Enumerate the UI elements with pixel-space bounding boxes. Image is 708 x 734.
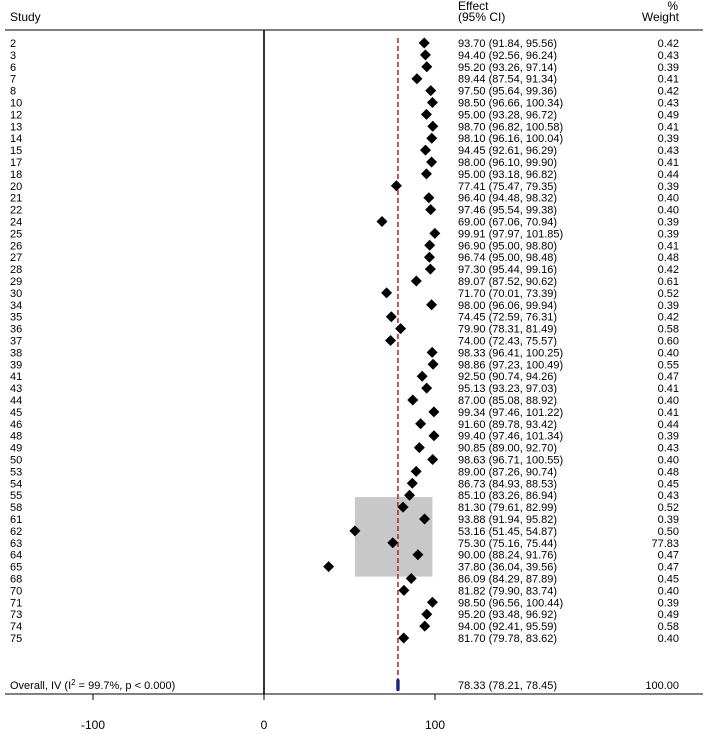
study-row-6	[10, 61, 679, 74]
study-label: 50	[10, 454, 23, 467]
ci-text: 93.88 (91.94, 95.82)	[458, 514, 558, 526]
effect-marker	[414, 442, 425, 453]
effect-marker	[398, 585, 409, 596]
ci-text: 90.85 (89.00, 92.70)	[458, 442, 558, 455]
study-label: 7	[10, 73, 17, 86]
effect-marker	[421, 61, 432, 72]
effect-marker	[426, 299, 437, 310]
study-label: 34	[10, 299, 23, 312]
study-row-29	[10, 276, 679, 289]
weight-text: 0.39	[657, 597, 679, 610]
weight-text: 0.44	[657, 168, 679, 181]
ci-text: 87.00 (85.08, 88.92)	[458, 395, 558, 407]
study-row-20	[10, 180, 679, 193]
effect-marker	[391, 180, 402, 191]
study-label: 17	[10, 157, 23, 169]
effect-marker	[419, 38, 430, 49]
effect-marker	[421, 168, 432, 179]
study-row-41	[10, 371, 679, 384]
effect-marker	[407, 478, 418, 489]
weight-text: 0.43	[657, 145, 679, 158]
effect-marker	[417, 371, 428, 382]
effect-marker	[428, 430, 439, 441]
study-label: 20	[10, 180, 23, 193]
effect-marker	[425, 264, 436, 275]
weight-text: 0.39	[657, 514, 679, 526]
study-row-45	[10, 406, 679, 419]
weight-text: 0.41	[657, 383, 679, 396]
ci-text: 95.00 (93.18, 96.82)	[458, 168, 558, 181]
effect-marker	[425, 85, 436, 96]
study-row-61	[10, 514, 679, 527]
effect-marker	[411, 276, 422, 287]
study-label: 36	[10, 323, 23, 336]
study-row-21	[10, 192, 679, 205]
weight-text: 0.44	[657, 418, 679, 431]
study-label: 41	[10, 371, 23, 384]
ci-text: 97.30 (95.44, 99.16)	[458, 264, 558, 277]
study-row-13	[10, 121, 679, 134]
header-percent: %	[667, 0, 678, 13]
weight-text: 0.45	[657, 478, 679, 491]
weight-text: 0.47	[657, 371, 679, 384]
ci-text: 92.50 (90.74, 94.26)	[458, 371, 558, 384]
study-label: 48	[10, 430, 23, 443]
weight-text: 0.60	[657, 335, 679, 348]
study-label: 14	[10, 133, 23, 146]
weight-text: 0.40	[657, 454, 679, 467]
overall-diamond	[396, 679, 399, 691]
effect-marker	[427, 597, 438, 608]
ci-text: 97.50 (95.64, 99.36)	[458, 85, 558, 98]
study-label: 61	[10, 514, 23, 526]
weight-text: 0.40	[657, 347, 679, 360]
effect-marker	[421, 609, 432, 620]
weight-text: 0.41	[657, 240, 679, 253]
study-row-3	[10, 49, 679, 62]
ci-text: 94.40 (92.56, 96.24)	[458, 49, 558, 62]
ci-text: 98.50 (96.66, 100.34)	[458, 97, 564, 110]
study-row-73	[10, 609, 679, 622]
study-label: 24	[10, 216, 23, 229]
effect-marker	[420, 145, 431, 156]
study-row-36	[10, 323, 679, 336]
ci-text: 74.45 (72.59, 76.31)	[458, 311, 558, 324]
weight-text: 0.55	[657, 359, 679, 372]
study-row-63	[10, 537, 679, 550]
weight-text: 0.39	[657, 228, 679, 241]
study-row-12	[10, 109, 679, 122]
study-row-10	[10, 97, 679, 110]
weight-text: 0.39	[657, 180, 679, 193]
weight-text: 0.40	[657, 633, 679, 645]
study-row-53	[10, 466, 679, 479]
weight-text: 0.43	[657, 490, 679, 503]
effect-marker	[411, 466, 422, 477]
study-label: 29	[10, 276, 23, 288]
x-tick-label: -100	[80, 718, 106, 732]
effect-marker	[411, 73, 422, 84]
weight-text: 0.41	[657, 73, 679, 86]
ci-text: 98.00 (96.10, 99.90)	[458, 157, 558, 169]
study-label: 44	[10, 395, 23, 407]
study-label: 54	[10, 478, 23, 491]
study-label: 68	[10, 573, 23, 586]
weight-text: 0.45	[657, 573, 679, 586]
study-label: 46	[10, 418, 23, 431]
study-row-43	[10, 383, 679, 396]
ci-text: 98.86 (97.23, 100.49)	[458, 359, 564, 372]
overall-ci-text: 78.33 (78.21, 78.45)	[458, 680, 558, 692]
effect-marker	[381, 287, 392, 298]
study-label: 10	[10, 97, 23, 110]
ci-text: 79.90 (78.31, 81.49)	[458, 323, 558, 336]
weight-text: 0.52	[657, 502, 679, 515]
ci-text: 98.00 (96.06, 99.94)	[458, 299, 558, 312]
effect-marker	[426, 157, 437, 168]
weight-text: 0.52	[657, 287, 679, 300]
effect-marker	[421, 383, 432, 394]
overall-label-suffix: = 99.7%, p < 0.000)	[75, 680, 176, 692]
study-label: 53	[10, 466, 23, 479]
study-label: 26	[10, 240, 23, 253]
study-label: 25	[10, 228, 23, 241]
study-row-27	[10, 252, 679, 265]
overall-label-sup: 2	[71, 677, 76, 687]
study-row-37	[10, 335, 679, 348]
weight-text: 0.48	[657, 466, 679, 479]
study-row-48	[10, 430, 679, 443]
study-label: 8	[10, 85, 17, 98]
weight-text: 0.42	[657, 311, 679, 324]
ci-text: 86.09 (84.29, 87.89)	[458, 573, 558, 586]
study-label: 21	[10, 192, 23, 205]
study-row-71	[10, 597, 679, 610]
study-rows	[10, 38, 679, 646]
weight-text: 0.42	[657, 264, 679, 277]
study-label: 39	[10, 359, 23, 372]
weight-text: 0.42	[657, 38, 679, 50]
ci-text: 96.40 (94.48, 98.32)	[458, 192, 558, 205]
ci-text: 81.70 (79.78, 83.62)	[458, 633, 558, 645]
study-label: 45	[10, 406, 23, 419]
header-effect: Effect	[458, 0, 489, 13]
effect-marker	[428, 406, 439, 417]
study-row-58	[10, 502, 679, 514]
ci-text: 99.34 (97.46, 101.22)	[458, 406, 564, 419]
ci-text: 90.00 (88.24, 91.76)	[458, 549, 558, 562]
effect-marker	[376, 216, 387, 227]
weight-text: 0.40	[657, 192, 679, 205]
ci-text: 98.10 (96.16, 100.04)	[458, 133, 564, 146]
weight-text: 0.40	[657, 395, 679, 407]
study-label: 28	[10, 264, 23, 277]
effect-marker	[423, 192, 434, 203]
ci-text: 91.60 (89.78, 93.42)	[458, 418, 558, 431]
effect-marker	[323, 561, 334, 572]
overall-row	[10, 678, 679, 693]
study-label: 22	[10, 204, 23, 217]
study-row-24	[10, 216, 679, 229]
study-row-7	[10, 73, 679, 86]
weight-text: 0.48	[657, 252, 679, 265]
study-row-30	[10, 287, 679, 300]
study-row-28	[10, 264, 679, 277]
study-row-68	[10, 573, 679, 586]
header-study: Study	[10, 10, 41, 24]
study-row-17	[10, 157, 679, 170]
effect-marker	[415, 418, 426, 429]
reference-lines	[264, 30, 398, 694]
study-row-39	[10, 359, 679, 372]
ci-text: 71.70 (70.01, 73.39)	[458, 287, 558, 300]
study-label: 18	[10, 168, 23, 181]
study-label: 3	[10, 49, 17, 62]
weight-box-study-63	[355, 497, 433, 576]
study-label: 37	[10, 335, 23, 348]
ci-text: 86.73 (84.93, 88.53)	[458, 478, 558, 491]
weight-text: 77.83	[651, 537, 679, 550]
effect-marker	[395, 323, 406, 334]
study-label: 6	[10, 61, 17, 74]
study-row-44	[10, 395, 679, 408]
study-row-49	[10, 442, 679, 455]
study-row-54	[10, 478, 679, 491]
study-label: 30	[10, 287, 23, 300]
weight-text: 0.39	[657, 216, 679, 229]
weight-text: 0.58	[657, 323, 679, 336]
weight-text: 0.43	[657, 49, 679, 62]
ci-text: 89.07 (87.52, 90.62)	[458, 276, 558, 288]
ci-text: 85.10 (83.26, 86.94)	[458, 490, 558, 503]
study-label: 62	[10, 525, 23, 538]
ci-text: 74.00 (72.43, 75.57)	[458, 335, 558, 348]
weight-text: 0.43	[657, 97, 679, 110]
ci-text: 81.30 (79.61, 82.99)	[458, 502, 558, 515]
ci-text: 99.40 (97.46, 101.34)	[458, 430, 564, 443]
weight-text: 0.50	[657, 525, 679, 538]
study-row-22	[10, 204, 679, 217]
effect-marker	[429, 228, 440, 239]
effect-marker	[385, 335, 396, 346]
study-row-2	[10, 38, 679, 51]
header-weight: Weight	[641, 10, 679, 24]
study-label: 71	[10, 597, 23, 610]
study-row-46	[10, 418, 679, 431]
weight-text: 0.41	[657, 121, 679, 134]
ci-text: 96.74 (95.00, 98.48)	[458, 252, 558, 265]
study-label: 74	[10, 621, 23, 634]
study-row-65	[10, 561, 679, 574]
study-label: 58	[10, 502, 23, 515]
weight-text: 0.49	[657, 609, 679, 622]
study-row-26	[10, 240, 679, 253]
study-label: 38	[10, 347, 23, 360]
ci-text: 94.45 (92.61, 96.29)	[458, 145, 558, 158]
weight-text: 0.47	[657, 561, 679, 574]
ci-text: 53.16 (51.45, 54.87)	[458, 525, 558, 538]
ci-text: 97.46 (95.54, 99.38)	[458, 204, 558, 217]
study-row-15	[10, 145, 679, 158]
ci-text: 98.63 (96.71, 100.55)	[458, 454, 564, 467]
header-ci: (95% CI)	[458, 10, 506, 24]
study-row-35	[10, 311, 679, 324]
ci-text: 69.00 (67.06, 70.94)	[458, 216, 558, 229]
effect-marker	[427, 347, 438, 358]
effect-marker	[420, 49, 431, 60]
effect-marker	[424, 252, 435, 263]
weight-text: 0.39	[657, 61, 679, 74]
ci-text: 75.30 (75.16, 75.44)	[458, 537, 558, 550]
ci-text: 81.82 (79.90, 83.74)	[458, 585, 558, 598]
study-row-34	[10, 299, 679, 312]
x-tick-label: 100	[424, 718, 446, 732]
effect-marker	[424, 240, 435, 251]
effect-marker	[426, 133, 437, 144]
weight-box-layer	[355, 497, 433, 576]
study-label: 55	[10, 490, 23, 503]
weight-text: 0.43	[657, 442, 679, 455]
ci-text: 95.20 (93.48, 96.92)	[458, 609, 558, 622]
effect-marker	[425, 204, 436, 215]
ci-text: 95.00 (93.28, 96.72)	[458, 109, 558, 122]
effect-marker	[407, 395, 418, 406]
effect-marker	[419, 621, 430, 632]
study-row-38	[10, 347, 679, 360]
ci-text: 98.33 (96.41, 100.25)	[458, 347, 564, 360]
study-row-64	[10, 549, 679, 562]
ci-text: 95.20 (93.26, 97.14)	[458, 61, 558, 74]
ci-text: 99.91 (97.97, 101.85)	[458, 228, 564, 241]
study-row-25	[10, 228, 679, 241]
effect-marker	[427, 97, 438, 108]
study-label: 63	[10, 537, 23, 550]
weight-text: 0.49	[657, 109, 679, 122]
overall-weight: 100.00	[645, 680, 679, 692]
weight-text: 0.39	[657, 133, 679, 146]
effect-marker	[427, 454, 438, 465]
study-label: 13	[10, 121, 23, 134]
study-row-18	[10, 168, 679, 181]
ci-text: 89.00 (87.26, 90.74)	[458, 466, 558, 479]
weight-text: 0.39	[657, 430, 679, 443]
effect-marker	[427, 121, 438, 132]
study-label: 65	[10, 561, 23, 574]
study-label: 35	[10, 311, 23, 324]
weight-text: 0.41	[657, 406, 679, 419]
ci-text: 93.70 (91.84, 95.56)	[458, 38, 558, 50]
study-row-55	[10, 490, 679, 503]
overall-label-prefix: Overall, IV (I	[10, 680, 72, 692]
study-row-74	[10, 621, 679, 634]
study-label: 43	[10, 383, 23, 396]
study-row-75	[10, 633, 679, 646]
study-row-70	[10, 585, 679, 598]
effect-marker	[421, 109, 432, 120]
study-row-8	[10, 85, 679, 98]
ci-text: 98.50 (96.56, 100.44)	[458, 597, 564, 610]
ci-text: 96.90 (95.00, 98.80)	[458, 240, 558, 253]
study-label: 70	[10, 585, 23, 598]
weight-text: 0.40	[657, 204, 679, 217]
study-label: 49	[10, 442, 23, 455]
study-row-14	[10, 133, 679, 146]
study-label: 64	[10, 549, 23, 562]
study-row-62	[10, 525, 679, 538]
study-label: 15	[10, 145, 23, 158]
study-label: 27	[10, 252, 23, 265]
weight-text: 0.47	[657, 549, 679, 562]
overall-label	[10, 678, 175, 693]
study-label: 2	[10, 38, 17, 50]
weight-text: 0.41	[657, 157, 679, 169]
ci-text: 77.41 (75.47, 79.35)	[458, 180, 558, 193]
weight-text: 0.58	[657, 621, 679, 634]
weight-text: 0.61	[657, 276, 679, 288]
effect-marker	[386, 311, 397, 322]
x-axis	[81, 694, 445, 732]
effect-marker	[428, 359, 439, 370]
study-label: 73	[10, 609, 23, 622]
x-tick-label: 0	[260, 718, 268, 732]
ci-text: 94.00 (92.41, 95.59)	[458, 621, 558, 634]
weight-text: 0.39	[657, 299, 679, 312]
ci-text: 95.13 (93.23, 97.03)	[458, 383, 558, 396]
ci-text: 89.44 (87.54, 91.34)	[458, 73, 558, 86]
study-row-50	[10, 454, 679, 467]
effect-marker	[398, 633, 409, 644]
study-label: 12	[10, 109, 23, 122]
study-label: 75	[10, 633, 23, 645]
weight-text: 0.42	[657, 85, 679, 98]
ci-text: 37.80 (36.04, 39.56)	[458, 561, 558, 574]
ci-text: 98.70 (96.82, 100.58)	[458, 121, 564, 134]
weight-text: 0.40	[657, 585, 679, 598]
